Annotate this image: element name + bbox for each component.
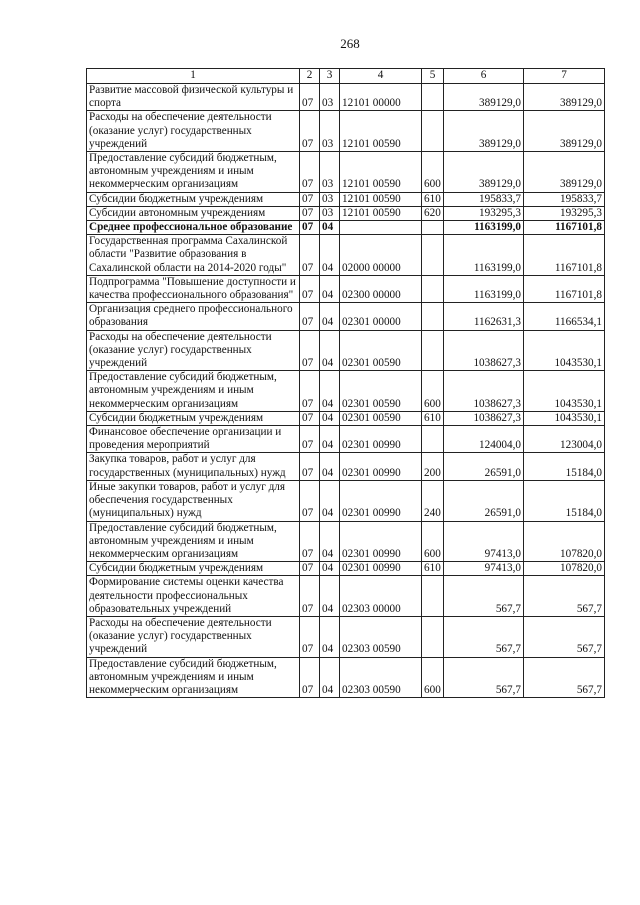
cell-expense-type — [422, 111, 444, 152]
cell-amount-year2: 107820,0 — [524, 521, 605, 562]
cell-amount-year1: 389129,0 — [444, 111, 524, 152]
cell-section: 07 — [300, 330, 320, 371]
cell-subsection: 04 — [320, 221, 340, 235]
cell-amount-year1: 1163199,0 — [444, 235, 524, 276]
table-row — [87, 84, 605, 111]
cell-name: Иные закупки товаров, работ и услуг для обеспечения государственных (муниципальных) нужд — [87, 480, 300, 521]
cell-expense-type: 610 — [422, 562, 444, 576]
cell-amount-year2: 567,7 — [524, 576, 605, 617]
table-row — [87, 111, 605, 152]
cell-section: 07 — [300, 616, 320, 657]
cell-target-article: 12101 00590 — [340, 111, 422, 152]
cell-amount-year1: 389129,0 — [444, 84, 524, 111]
table-row — [87, 192, 605, 206]
table-row — [87, 152, 605, 193]
column-header: 1 — [87, 69, 300, 84]
cell-expense-type — [422, 616, 444, 657]
cell-amount-year1: 389129,0 — [444, 152, 524, 193]
cell-section: 07 — [300, 206, 320, 220]
cell-amount-year2: 107820,0 — [524, 562, 605, 576]
cell-target-article: 02301 00590 — [340, 371, 422, 412]
cell-section: 07 — [300, 152, 320, 193]
cell-subsection: 04 — [320, 275, 340, 302]
cell-amount-year2: 123004,0 — [524, 426, 605, 453]
cell-expense-type — [422, 426, 444, 453]
cell-expense-type — [422, 235, 444, 276]
cell-amount-year1: 97413,0 — [444, 521, 524, 562]
table-row — [87, 303, 605, 330]
cell-expense-type: 600 — [422, 152, 444, 193]
table-header-row — [87, 69, 605, 84]
cell-section: 07 — [300, 371, 320, 412]
cell-section: 07 — [300, 411, 320, 425]
cell-subsection: 03 — [320, 84, 340, 111]
cell-section: 07 — [300, 657, 320, 698]
cell-amount-year1: 1162631,3 — [444, 303, 524, 330]
cell-amount-year2: 567,7 — [524, 657, 605, 698]
cell-name: Предоставление субсидий бюджетным, автономным учреждениям и иным некоммерческим организациям — [87, 371, 300, 412]
cell-subsection: 04 — [320, 235, 340, 276]
cell-section: 07 — [300, 521, 320, 562]
cell-section: 07 — [300, 453, 320, 480]
cell-target-article: 12101 00590 — [340, 206, 422, 220]
cell-expense-type: 620 — [422, 206, 444, 220]
cell-expense-type: 240 — [422, 480, 444, 521]
cell-section: 07 — [300, 235, 320, 276]
cell-subsection: 04 — [320, 480, 340, 521]
cell-target-article: 02303 00000 — [340, 576, 422, 617]
cell-target-article: 02000 00000 — [340, 235, 422, 276]
cell-target-article: 12101 00000 — [340, 84, 422, 111]
cell-expense-type — [422, 330, 444, 371]
cell-name: Расходы на обеспечение деятельности (оказание услуг) государственных учреждений — [87, 330, 300, 371]
cell-target-article: 02301 00590 — [340, 330, 422, 371]
column-header: 5 — [422, 69, 444, 84]
cell-expense-type: 610 — [422, 411, 444, 425]
cell-amount-year2: 389129,0 — [524, 111, 605, 152]
cell-target-article: 02301 00990 — [340, 562, 422, 576]
cell-subsection: 03 — [320, 206, 340, 220]
cell-amount-year1: 1038627,3 — [444, 330, 524, 371]
cell-name: Закупка товаров, работ и услуг для государственных (муниципальных) нужд — [87, 453, 300, 480]
cell-name: Расходы на обеспечение деятельности (оказание услуг) государственных учреждений — [87, 111, 300, 152]
cell-name: Предоставление субсидий бюджетным, автономным учреждениям и иным некоммерческим организациям — [87, 152, 300, 193]
cell-amount-year2: 389129,0 — [524, 84, 605, 111]
cell-amount-year2: 389129,0 — [524, 152, 605, 193]
cell-amount-year2: 193295,3 — [524, 206, 605, 220]
cell-target-article: 02301 00000 — [340, 303, 422, 330]
table-row — [87, 576, 605, 617]
table-row — [87, 426, 605, 453]
cell-section: 07 — [300, 562, 320, 576]
cell-name: Расходы на обеспечение деятельности (оказание услуг) государственных учреждений — [87, 616, 300, 657]
cell-name: Формирование системы оценки качества деятельности профессиональных образовательных учреждений — [87, 576, 300, 617]
cell-amount-year1: 1038627,3 — [444, 371, 524, 412]
budget-table — [86, 68, 605, 698]
table-row — [87, 453, 605, 480]
cell-name: Субсидии автономным учреждениям — [87, 206, 300, 220]
cell-expense-type: 610 — [422, 192, 444, 206]
table-row — [87, 562, 605, 576]
cell-name: Субсидии бюджетным учреждениям — [87, 192, 300, 206]
cell-amount-year2: 1167101,8 — [524, 275, 605, 302]
cell-subsection: 04 — [320, 616, 340, 657]
cell-amount-year1: 567,7 — [444, 616, 524, 657]
cell-target-article: 02301 00590 — [340, 411, 422, 425]
cell-amount-year2: 1166534,1 — [524, 303, 605, 330]
cell-name: Развитие массовой физической культуры и спорта — [87, 84, 300, 111]
cell-section: 07 — [300, 275, 320, 302]
cell-amount-year2: 1043530,1 — [524, 411, 605, 425]
cell-subsection: 04 — [320, 303, 340, 330]
cell-section: 07 — [300, 303, 320, 330]
table-row — [87, 521, 605, 562]
cell-expense-type: 600 — [422, 521, 444, 562]
cell-subsection: 04 — [320, 453, 340, 480]
cell-subsection: 03 — [320, 152, 340, 193]
column-header: 3 — [320, 69, 340, 84]
cell-amount-year2: 1167101,8 — [524, 221, 605, 235]
cell-expense-type — [422, 275, 444, 302]
cell-subsection: 04 — [320, 521, 340, 562]
cell-amount-year1: 193295,3 — [444, 206, 524, 220]
cell-subsection: 04 — [320, 371, 340, 412]
table-row — [87, 221, 605, 235]
cell-section: 07 — [300, 576, 320, 617]
cell-target-article: 02303 00590 — [340, 657, 422, 698]
page-number: 268 — [340, 36, 360, 51]
cell-expense-type: 200 — [422, 453, 444, 480]
cell-name: Финансовое обеспечение организации и проведения мероприятий — [87, 426, 300, 453]
cell-amount-year1: 26591,0 — [444, 453, 524, 480]
cell-amount-year1: 1038627,3 — [444, 411, 524, 425]
cell-section: 07 — [300, 221, 320, 235]
table-row — [87, 657, 605, 698]
cell-section: 07 — [300, 192, 320, 206]
cell-amount-year1: 1163199,0 — [444, 221, 524, 235]
cell-expense-type — [422, 84, 444, 111]
cell-expense-type — [422, 576, 444, 617]
cell-subsection: 04 — [320, 562, 340, 576]
cell-target-article: 02301 00990 — [340, 426, 422, 453]
cell-target-article: 02300 00000 — [340, 275, 422, 302]
column-header: 7 — [524, 69, 605, 84]
table-row — [87, 235, 605, 276]
cell-subsection: 04 — [320, 411, 340, 425]
cell-target-article: 12101 00590 — [340, 152, 422, 193]
cell-expense-type: 600 — [422, 371, 444, 412]
cell-name: Организация среднего профессионального образования — [87, 303, 300, 330]
table-row — [87, 206, 605, 220]
column-header: 2 — [300, 69, 320, 84]
cell-amount-year1: 26591,0 — [444, 480, 524, 521]
cell-name: Предоставление субсидий бюджетным, автономным учреждениям и иным некоммерческим организациям — [87, 657, 300, 698]
cell-section: 07 — [300, 426, 320, 453]
cell-name: Государственная программа Сахалинской области "Развитие образования в Сахалинской области на 2014-2020 годы" — [87, 235, 300, 276]
cell-name: Среднее профессиональное образование — [87, 221, 300, 235]
cell-amount-year1: 195833,7 — [444, 192, 524, 206]
cell-target-article: 02301 00990 — [340, 453, 422, 480]
cell-target-article — [340, 221, 422, 235]
cell-target-article: 02303 00590 — [340, 616, 422, 657]
table-row — [87, 616, 605, 657]
cell-name: Подпрограмма "Повышение доступности и качества профессионального образования" — [87, 275, 300, 302]
cell-amount-year2: 1043530,1 — [524, 330, 605, 371]
cell-amount-year2: 195833,7 — [524, 192, 605, 206]
cell-expense-type — [422, 303, 444, 330]
cell-expense-type: 600 — [422, 657, 444, 698]
cell-subsection: 03 — [320, 192, 340, 206]
cell-target-article: 02301 00990 — [340, 521, 422, 562]
table-row — [87, 275, 605, 302]
cell-amount-year2: 1043530,1 — [524, 371, 605, 412]
cell-section: 07 — [300, 480, 320, 521]
cell-name: Субсидии бюджетным учреждениям — [87, 562, 300, 576]
cell-subsection: 04 — [320, 426, 340, 453]
table-row — [87, 480, 605, 521]
column-header: 6 — [444, 69, 524, 84]
table-row — [87, 411, 605, 425]
table-row — [87, 330, 605, 371]
column-header: 4 — [340, 69, 422, 84]
cell-amount-year2: 15184,0 — [524, 453, 605, 480]
cell-amount-year2: 1167101,8 — [524, 235, 605, 276]
cell-amount-year1: 567,7 — [444, 657, 524, 698]
cell-target-article: 12101 00590 — [340, 192, 422, 206]
cell-amount-year2: 15184,0 — [524, 480, 605, 521]
cell-section: 07 — [300, 111, 320, 152]
cell-section: 07 — [300, 84, 320, 111]
cell-amount-year2: 567,7 — [524, 616, 605, 657]
cell-subsection: 03 — [320, 111, 340, 152]
cell-name: Предоставление субсидий бюджетным, автономным учреждениям и иным некоммерческим организациям — [87, 521, 300, 562]
cell-target-article: 02301 00990 — [340, 480, 422, 521]
cell-name: Субсидии бюджетным учреждениям — [87, 411, 300, 425]
cell-expense-type — [422, 221, 444, 235]
cell-amount-year1: 124004,0 — [444, 426, 524, 453]
cell-subsection: 04 — [320, 657, 340, 698]
cell-subsection: 04 — [320, 576, 340, 617]
cell-amount-year1: 1163199,0 — [444, 275, 524, 302]
table-row — [87, 371, 605, 412]
cell-amount-year1: 567,7 — [444, 576, 524, 617]
cell-subsection: 04 — [320, 330, 340, 371]
cell-amount-year1: 97413,0 — [444, 562, 524, 576]
